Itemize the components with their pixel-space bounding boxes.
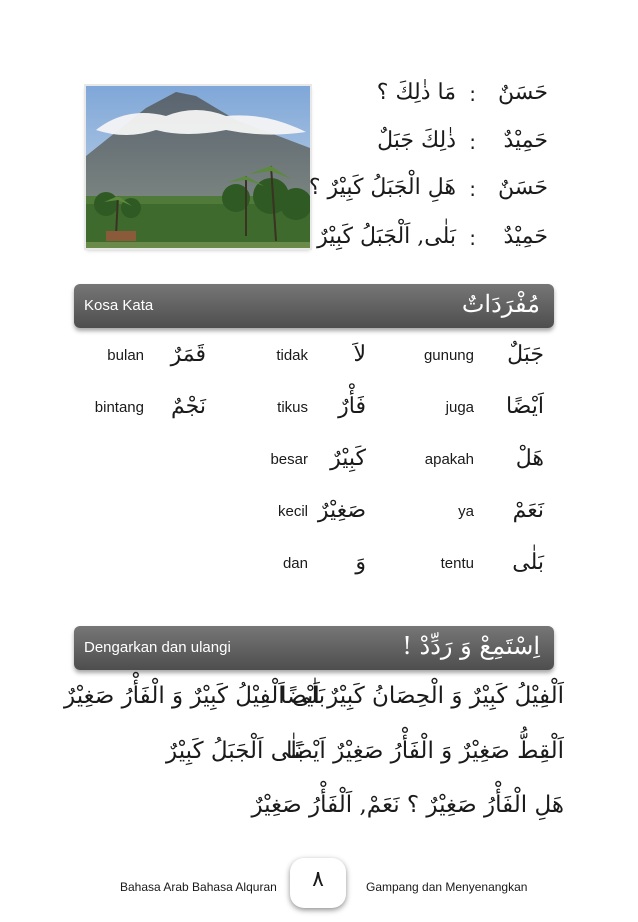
colon: : (469, 226, 476, 250)
speaker-name: حَمِيْدٌ (503, 224, 548, 249)
vocab-arabic: صَغِيْرٌ (317, 498, 366, 523)
vocab-meaning: bintang (94, 399, 144, 416)
utterance: ذٰلِكَ جَبَلٌ (377, 128, 456, 153)
vocab-arabic: هَلْ (515, 446, 544, 471)
utterance: بَلٰى, اَلْجَبَلُ كَبِيْرٌ (317, 224, 456, 249)
vocab-arabic: قَمَرٌ (170, 342, 206, 367)
vocab-arabic: وَ (355, 550, 366, 575)
vocab-meaning: apakah (424, 451, 474, 468)
vocab-arabic: لاَ (353, 342, 366, 367)
vocab-meaning: dan (282, 555, 308, 572)
vocab-arabic: جَبَلٌ (507, 342, 544, 367)
vocab-arabic: فَأْرٌ (338, 394, 366, 419)
sentence-3-right: هَلِ الْفَأْرُ صَغِيْرٌ ؟ نَعَمْ, اَلْفَأْرُ صَغِيْرٌ (251, 792, 564, 818)
vocab-arabic: بَلٰى (512, 550, 544, 575)
vocab-meaning: gunung (423, 347, 474, 364)
vocab-arabic: كَبِيْرٌ (330, 446, 366, 471)
dialogue-line-1 (188, 80, 548, 120)
colon: : (469, 130, 476, 154)
utterance: هَلِ الْجَبَلُ كَبِيْرٌ ؟ (308, 175, 456, 200)
dialogue-line-2 (188, 128, 548, 168)
vocab-meaning: besar (270, 451, 308, 468)
footer-left-text: Bahasa Arab Bahasa Alquran (120, 880, 277, 894)
utterance: مَا ذٰلِكَ ؟ (376, 80, 456, 105)
colon: : (469, 177, 476, 201)
vocab-meaning: tidak (276, 347, 308, 364)
sentence-2-right: اَلْقِطُّ صَغِيْرٌ وَ الْفَأْرُ صَغِيْرٌ اَيْضًا (286, 738, 564, 764)
dialogue-line-3 (188, 175, 548, 215)
speaker-name: حَمِيْدٌ (503, 128, 548, 153)
speaker-name: حَسَنٌ (498, 80, 548, 105)
section-title-latin: Kosa Kata (84, 297, 154, 314)
page-number: ٨ (290, 858, 346, 908)
vocab-arabic: اَيْضًا (505, 394, 544, 419)
vocab-meaning: tentu (440, 555, 474, 572)
footer-right-text: Gampang dan Menyenangkan (366, 880, 528, 894)
vocab-section-header (74, 284, 554, 328)
section-title-arabic: مُفْرَدَاتٌ (461, 290, 540, 318)
sentence-1-left: بَلٰى اَلْفِيْلُ كَبِيْرٌ وَ الْفَأْرُ صَغِيْرٌ (64, 683, 326, 709)
vocab-meaning: juga (445, 399, 474, 416)
vocab-meaning: ya (458, 503, 474, 520)
section-title-latin: Dengarkan dan ulangi (84, 639, 231, 656)
vocab-meaning: tikus (277, 399, 308, 416)
sentence-2-left: بَلٰى اَلْجَبَلُ كَبِيْرٌ (166, 738, 304, 764)
listen-section-header (74, 626, 554, 670)
dialogue-line-4 (188, 224, 548, 264)
vocab-arabic: نَجْمٌ (171, 394, 206, 419)
speaker-name: حَسَنٌ (498, 175, 548, 200)
section-title-arabic: اِسْتَمِعْ وَ رَدِّدْ ! (402, 632, 540, 660)
vocab-arabic: نَعَمْ (512, 498, 544, 523)
vocab-meaning: bulan (107, 347, 144, 364)
sentence-1-right: اَلْفِيْلُ كَبِيْرٌ وَ الْحِصَانُ كَبِيْرٌ اَيْضًا (280, 683, 564, 709)
vocab-meaning: kecil (277, 503, 308, 520)
colon: : (469, 82, 476, 106)
